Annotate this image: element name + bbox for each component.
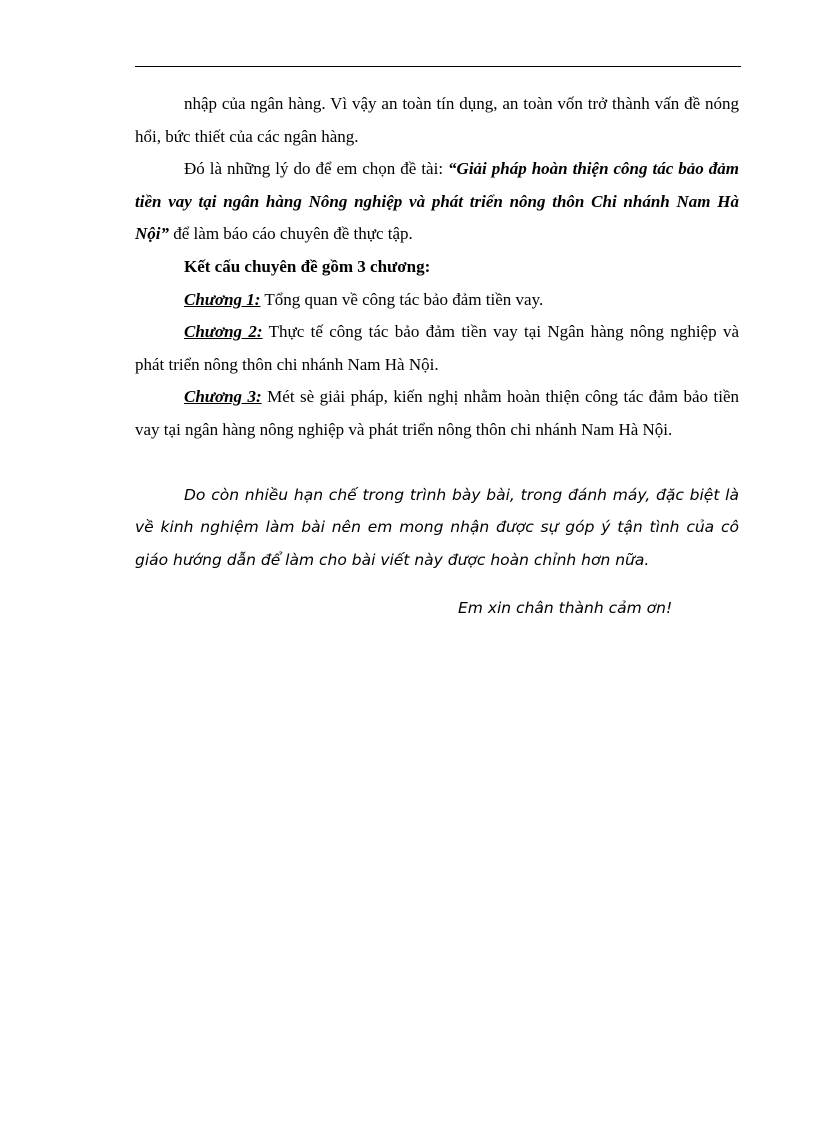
paragraph-topic xyxy=(135,153,739,251)
structure-heading: Kết cấu chuyên đề gồm 3 chương: xyxy=(184,256,431,276)
paragraph-intro-continued: nhập của ngân hàng. Vì vậy an toàn tín dụng, an toàn vốn trở thành vấn đề nóng hổi, bức thiết của các ngân hàng. xyxy=(135,94,739,146)
chapter-2-text: Thực tế công tác bảo đảm tiền vay tại Ngân hàng nông nghiệp và phát triển nông thôn chi nhánh Nam Hà Nội. xyxy=(135,322,739,374)
chapter-3 xyxy=(135,381,739,446)
header-rule xyxy=(135,66,741,67)
chapter-1-text: Tổng quan về công tác bảo đảm tiền vay. xyxy=(260,289,544,309)
chapter-3-label: Chương 3: xyxy=(184,387,262,407)
chapter-2 xyxy=(135,316,739,381)
chapter-2-label: Chương 2: xyxy=(184,322,263,342)
topic-lead-text: Đó là những lý do để em chọn đề tài: xyxy=(184,159,449,179)
chapter-1 xyxy=(135,284,739,317)
chapter-3-text: Mét sè giải pháp, kiến nghị nhằm hoàn thiện công tác đảm bảo tiền vay tại ngân hàng nông nghiệp và phát triển nông thôn chi nhánh Nam Hà Nội. xyxy=(135,387,740,439)
topic-title: “Giải pháp hoàn thiện công tác bảo đảm tiền vay tại ngân hàng Nông nghiệp và phát triển nông thôn Chi nhánh Nam Hà Nội” xyxy=(135,159,739,244)
topic-tail-text: để làm báo cáo chuyên đề thực tập. xyxy=(169,224,413,244)
thanks-line: Em xin chân thành cảm ơn! xyxy=(458,598,673,617)
closing-note: Do còn nhiều hạn chế trong trình bày bài, trong đánh máy, đặc biệt là về kinh nghiệm làm bài nên em mong nhận được sự góp ý tận tình của cô giáo hướng dẫn để làm cho bài viết này được hoàn chỉnh hơn nữa. xyxy=(135,485,739,569)
page-body xyxy=(135,88,739,624)
chapter-1-label: Chương 1: xyxy=(184,289,261,309)
